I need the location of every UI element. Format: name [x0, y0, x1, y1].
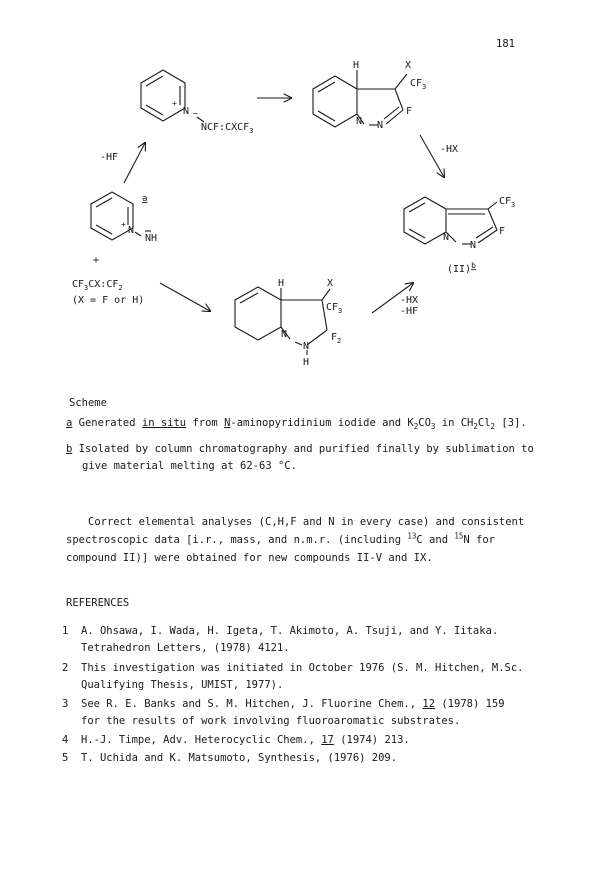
svg-text:−: − [193, 109, 198, 118]
arrow-right-down [420, 135, 444, 177]
svg-text:CF3: $CF_3$ [326, 302, 343, 315]
product-ii-structure [404, 196, 515, 251]
reference-4-line1: H.-J. Timpe, Adv. Heterocyclic Chem., 17 (1974) 213. [81, 734, 410, 746]
reference-number: 1 [62, 625, 69, 637]
svg-text:-HF: -HF [400, 306, 419, 317]
paragraph-line3: compound II)] were obtained for new compounds II-V and IX. [66, 552, 433, 564]
reference-1-line1: A. Ohsawa, I. Wada, H. Igeta, T. Akimoto, A. Tsuji, and Y. Iitaka. [81, 625, 499, 637]
svg-text:N: N [281, 329, 288, 340]
ylide-structure [141, 70, 253, 135]
arrow-left-up [124, 143, 145, 183]
paragraph-line1: Correct elemental analyses (C,H,F and N in every case) and consistent [88, 516, 525, 528]
paragraph-line2: spectroscopic data [i.r., mass, and n.m.r. (including $^{13}$C and $^{15}$N for [66, 531, 495, 546]
reference-number: 3 [62, 698, 69, 710]
svg-text:+: + [93, 255, 100, 266]
svg-text:N: N [470, 240, 477, 251]
reference-5-line1: T. Uchida and K. Matsumoto, Synthesis, (1976) 209. [81, 752, 398, 764]
footnote-b-line2: give material melting at 62-63 °C. [82, 460, 297, 472]
svg-text:(II)b: (II)$^b$ [447, 261, 476, 275]
aminopyridinium-structure [91, 192, 157, 244]
reference-number: 5 [62, 752, 69, 764]
svg-text:-HF: -HF [100, 152, 119, 163]
reference-3-line1: See R. E. Banks and S. M. Hitchen, J. Fluorine Chem., 12 (1978) 159 [81, 698, 505, 710]
reaction-scheme [0, 0, 593, 390]
reference-2-line2: Qualifying Thesis, UMIST, 1977). [81, 679, 284, 691]
svg-text:F: F [406, 106, 413, 117]
scheme-caption: Scheme [69, 397, 107, 409]
svg-text:N: N [377, 120, 384, 131]
svg-text:-HX: -HX [400, 295, 419, 306]
svg-text:a: a [142, 194, 148, 204]
reference-3-line2: for the results of work involving fluoroaromatic substrates. [81, 715, 461, 727]
svg-text:N: N [443, 232, 450, 243]
reference-2-line1: This investigation was initiated in October 1976 (S. M. Hitchen, M.Sc. [81, 662, 524, 674]
svg-text:(X = F or H): (X = F or H) [72, 295, 145, 306]
references-heading: REFERENCES [66, 597, 130, 609]
svg-text:F2: $F_2$ [331, 332, 342, 345]
svg-text:F: F [499, 226, 506, 237]
svg-text:H: H [278, 278, 285, 289]
reference-number: 4 [62, 734, 69, 746]
svg-text:+: + [121, 220, 126, 229]
svg-text:N: N [303, 341, 310, 352]
svg-text:NCF:CXCF3: $NCF:CXCF_3$ [201, 122, 254, 135]
svg-text:N: N [183, 106, 190, 117]
reference-1-line2: Tetrahedron Letters, (1978) 4121. [81, 642, 290, 654]
svg-text:CF3CX:CF2: $CF_3CX:CF_2$ [72, 279, 123, 292]
svg-text:X: X [327, 278, 334, 289]
footnote-a: a Generated in situ from N-aminopyridinium iodide and $K_2CO_3$ in $CH_2Cl_2$ [3]. [66, 417, 527, 432]
svg-text:CF3: $CF_3$ [410, 78, 427, 91]
svg-text:N: N [356, 116, 363, 127]
svg-text:+: + [172, 99, 177, 108]
svg-text:NH: NH [145, 233, 158, 244]
svg-text:-HX: -HX [440, 144, 459, 155]
svg-text:H: H [303, 357, 310, 368]
cycloadduct-structure [313, 60, 426, 131]
svg-text:CF3: $CF_3$ [499, 196, 516, 209]
svg-text:H: H [353, 60, 360, 71]
svg-text:N: N [128, 225, 135, 236]
footnote-b: b Isolated by column chromatography and purified finally by sublimation to [66, 443, 534, 455]
arrow-bottom-down [160, 283, 210, 311]
svg-text:X: X [405, 60, 412, 71]
page-number: 181 [496, 38, 515, 50]
bottom-adduct-structure [235, 278, 342, 368]
reference-number: 2 [62, 662, 69, 674]
